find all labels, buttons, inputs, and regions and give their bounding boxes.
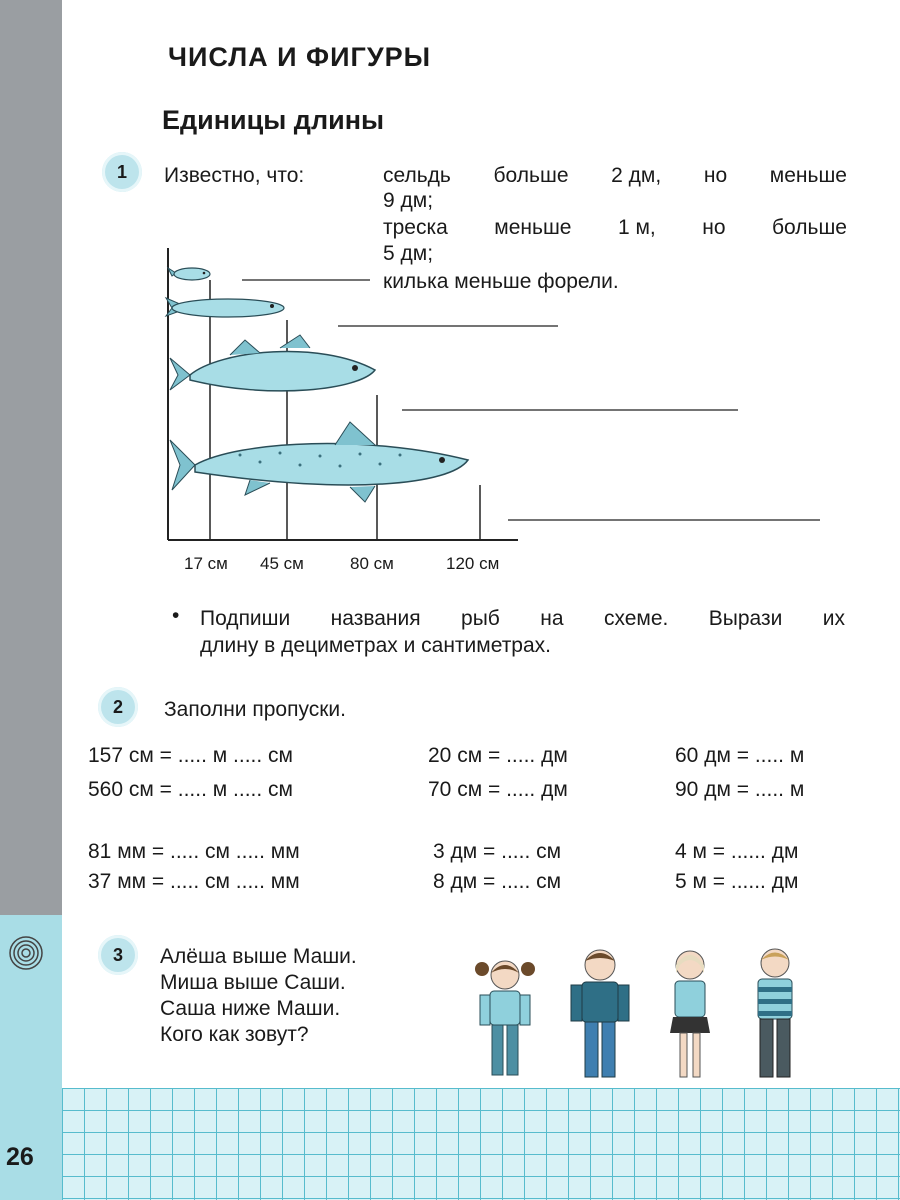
exercise: 3 дм = ..... см [433,840,562,863]
exercise: 20 см = ..... дм [428,744,568,767]
task1-intro: Известно, что: [164,164,305,187]
task-number-badge: 1 [102,152,142,192]
word: но [702,216,726,239]
scale-label: 80 см [350,554,394,573]
word: сельдь [383,164,451,187]
scale-label: 45 см [260,554,304,573]
task3-line: Кого как зовут? [160,1023,309,1046]
word: больше [493,164,569,187]
exercise: 560 см = ..... м ..... см [88,778,293,801]
scale-label: 17 см [184,554,228,573]
exercise: 4 м = ...... дм [675,840,799,863]
word: но [703,164,728,187]
word: названия [330,607,421,630]
spiral-icon [8,935,44,971]
task-number-badge: 3 [98,935,138,975]
task1-line2 [383,216,847,240]
word: схеме. [603,607,669,630]
word: меньше [769,164,847,187]
word: больше [772,216,847,239]
task2-prompt: Заполни пропуски. [164,698,346,721]
lesson-title: Единицы длины [162,105,385,135]
task1-line1 [383,164,847,188]
task1-instruction-line1 [200,607,845,631]
task1-instruction-line2: длину в дециметрах и сантиметрах. [200,634,552,657]
word: Подпиши [200,607,291,630]
bullet: • [172,604,180,627]
task1-line2-end: 5 дм; [383,242,434,265]
task3-line: Саша ниже Маши. [160,997,341,1020]
child-boy-jacket [565,945,635,1085]
page-number: 26 [6,1143,34,1171]
exercise: 157 см = ..... м ..... см [88,744,293,767]
exercise: 5 м = ...... дм [675,870,799,893]
child-girl-skirt [660,945,720,1085]
exercise: 37 мм = ..... см ..... мм [88,870,300,893]
grid-paper [62,1088,900,1200]
exercise: 8 дм = ..... см [433,870,562,893]
word: рыб [461,607,500,630]
left-margin [0,0,62,915]
scale-label: 120 см [446,554,500,573]
exercise: 81 мм = ..... см ..... мм [88,840,300,863]
word: Вырази [708,607,783,630]
exercise: 70 см = ..... дм [428,778,568,801]
fish-scale-diagram [150,240,830,580]
fish-cod [170,335,375,391]
fish-salmon [170,422,468,502]
word: треска [383,216,448,239]
word: их [822,607,845,630]
word: 1 м, [617,216,656,239]
exercise: 60 дм = ..... м [675,744,805,767]
task3-line: Миша выше Саши. [160,971,346,994]
word: меньше [494,216,572,239]
section-title: ЧИСЛА И ФИГУРЫ [168,42,432,72]
task-number-badge: 2 [98,687,138,727]
task1-line1-end: 9 дм; [383,189,434,212]
word: 2 дм, [611,164,662,187]
word: на [540,607,564,630]
child-girl-pigtails [470,955,540,1085]
task3-line: Алёша выше Маши. [160,945,357,968]
task1-line3: килька меньше форели. [383,270,619,293]
fish-small-2 [166,298,284,317]
child-boy-striped [745,945,805,1085]
exercise: 90 дм = ..... м [675,778,805,801]
fish-small-1 [168,268,210,280]
